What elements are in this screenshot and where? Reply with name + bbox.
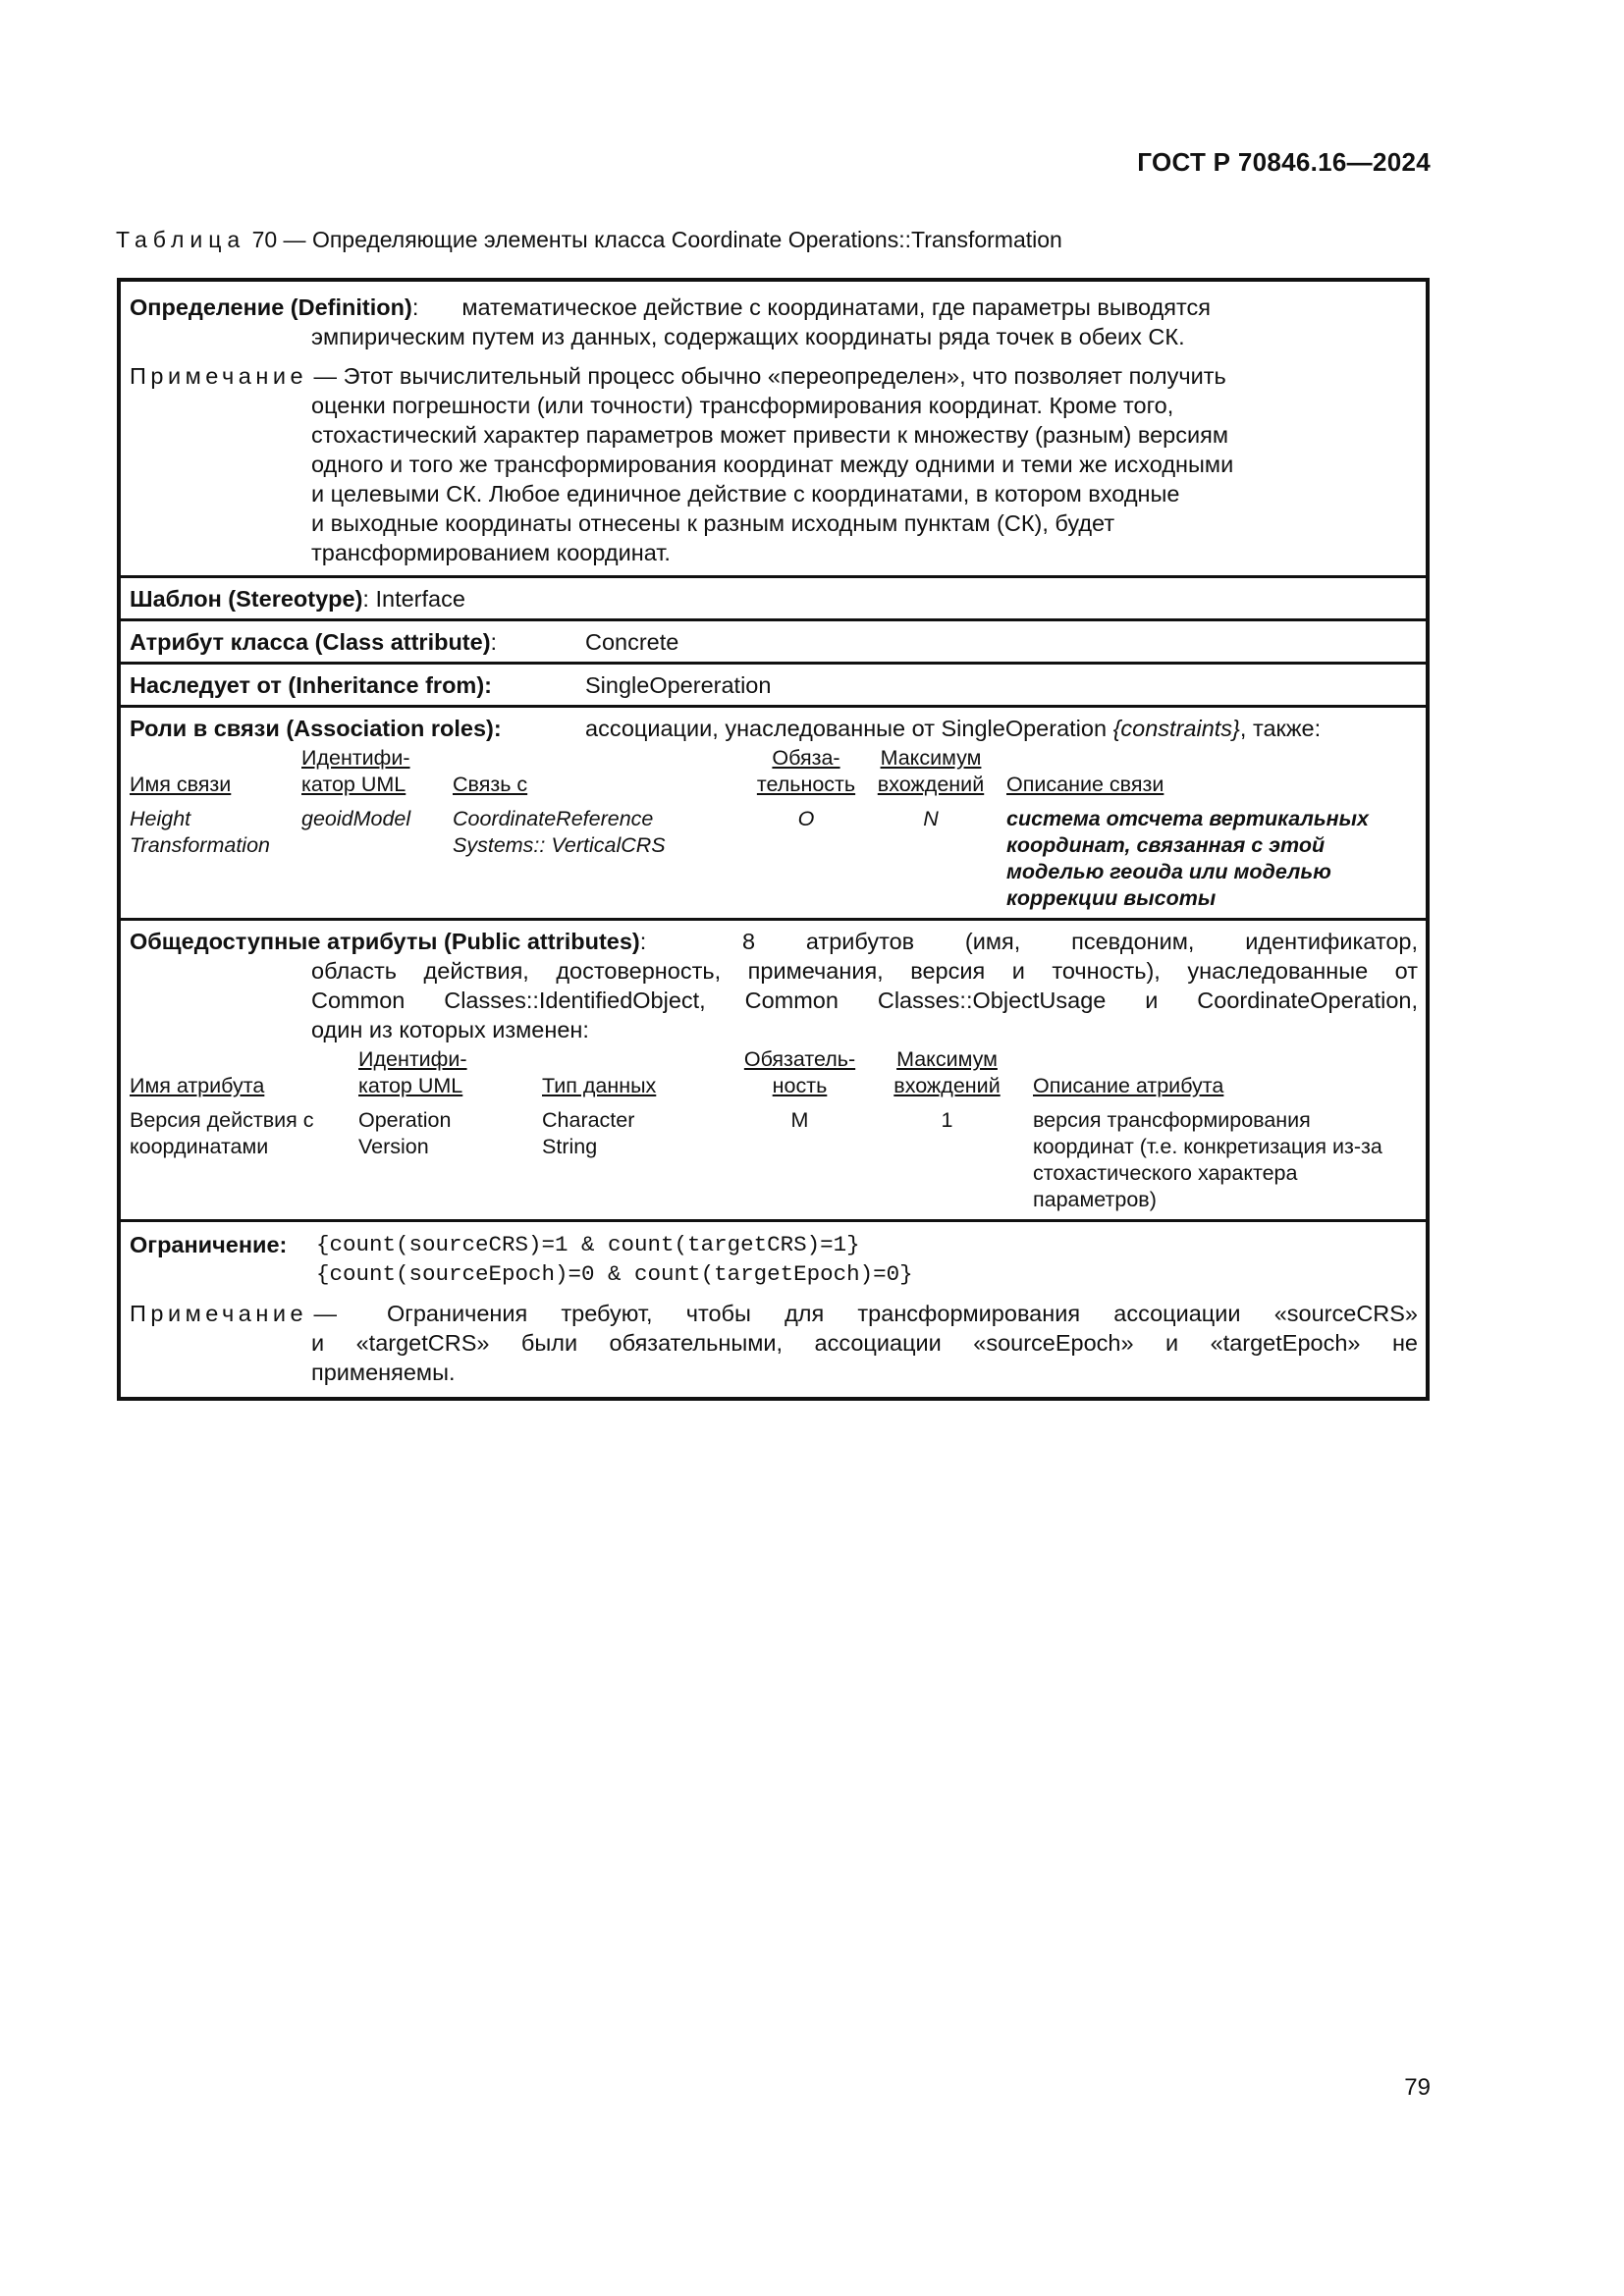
constraint-line1: {count(sourceCRS)=1 & count(targetCRS)=1} bbox=[316, 1232, 860, 1257]
class-attribute-value: Concrete bbox=[585, 629, 679, 655]
assoc-col-name: Имя связи bbox=[130, 773, 232, 796]
attr-col-max-1: Максимум bbox=[896, 1047, 998, 1071]
attr-cell-type-1: Character bbox=[542, 1108, 635, 1132]
attr-cell-max: 1 bbox=[941, 1108, 953, 1132]
association-value-pre: ассоциации, унаследованные от SingleOperation bbox=[585, 716, 1113, 741]
attr-cell-oblig: M bbox=[790, 1108, 809, 1132]
inheritance-row bbox=[119, 664, 1428, 707]
attr-cell-uml-2: Version bbox=[358, 1135, 429, 1158]
association-value-constraints: {constraints} bbox=[1112, 716, 1240, 741]
assoc-col-oblig-2: тельность bbox=[756, 773, 856, 796]
inheritance-label: Наследует от (Inheritance from): bbox=[130, 672, 492, 698]
association-label: Роли в связи (Association roles): bbox=[130, 716, 502, 741]
definition-block bbox=[130, 293, 1418, 351]
assoc-cell-name-1: Height bbox=[130, 807, 191, 830]
definition-text-line1: математическое действие с координатами, где параметры выводятся bbox=[461, 294, 1211, 320]
note1-line4: одного и того же трансформирования координат между одними и теми же исходными bbox=[311, 452, 1234, 477]
note1-line1: Этот вычислительный процесс обычно «переопределен», что позволяет получить bbox=[343, 363, 1226, 389]
stereotype-label: Шаблон (Stereotype) bbox=[130, 586, 363, 612]
attr-cell-desc-3: стохастического характера bbox=[1033, 1161, 1298, 1185]
definition-label: Определение (Definition) bbox=[130, 294, 412, 320]
class-attribute-row bbox=[119, 620, 1428, 664]
note1-line6: и выходные координаты отнесены к разным исходным пунктам (СК), будет bbox=[311, 510, 1115, 536]
assoc-col-link: Связь с bbox=[453, 773, 528, 796]
stereotype-value: : Interface bbox=[362, 586, 465, 612]
note2-line3: применяемы. bbox=[311, 1360, 456, 1385]
public-attributes-line2: область действия, достоверность, примечания, версия и точность), унаследованные от bbox=[311, 958, 1418, 984]
attr-col-oblig-2: ность bbox=[772, 1074, 828, 1097]
assoc-col-oblig-1: Обяза- bbox=[772, 746, 840, 770]
association-row bbox=[119, 707, 1428, 920]
attr-col-uml-2: катор UML bbox=[358, 1074, 463, 1097]
assoc-col-uml-1: Идентифи- bbox=[301, 746, 410, 770]
definition-text-line2: эмпирическим путем из данных, содержащих координаты ряда точек в обеих СК. bbox=[311, 324, 1185, 349]
class-attribute-colon: : bbox=[490, 629, 498, 655]
attr-col-desc: Описание атрибута bbox=[1033, 1074, 1224, 1097]
constraint-row bbox=[119, 1221, 1428, 1400]
note2-line2: и «targetCRS» были обязательными, ассоциации «sourceEpoch» и «targetEpoch» не bbox=[311, 1330, 1418, 1356]
constraint-label: Ограничение: bbox=[130, 1232, 288, 1257]
attr-col-max-2: вхождений bbox=[893, 1074, 1001, 1097]
attr-col-uml-1: Идентифи- bbox=[358, 1047, 467, 1071]
public-attributes-text bbox=[130, 927, 1418, 1044]
definition-table bbox=[117, 278, 1430, 1401]
constraint-line2: {count(sourceEpoch)=0 & count(targetEpoch)=0} bbox=[316, 1261, 913, 1287]
note2-label: Примечание bbox=[130, 1301, 308, 1326]
attr-cell-type-2: String bbox=[542, 1135, 598, 1158]
table-row bbox=[130, 798, 1418, 912]
note1-label: Примечание bbox=[130, 363, 308, 389]
public-attributes-label: Общедоступные атрибуты (Public attributes) bbox=[130, 929, 640, 954]
association-value-post: , также: bbox=[1239, 716, 1322, 741]
assoc-col-max-2: вхождений bbox=[877, 773, 985, 796]
attributes-header-row bbox=[130, 1046, 1418, 1099]
table-caption bbox=[116, 227, 1062, 253]
public-attributes-line1: 8 атрибутов (имя, псевдоним, идентификатор, bbox=[742, 929, 1418, 954]
caption-text: 70 — Определяющие элементы класса Coordinate Operations::Transformation bbox=[245, 227, 1062, 252]
note2-dash: — bbox=[307, 1301, 338, 1326]
note2-block bbox=[130, 1299, 1418, 1387]
public-attributes-row bbox=[119, 920, 1428, 1221]
page-number: 79 bbox=[1404, 2074, 1431, 2101]
assoc-cell-link-1: CoordinateReference bbox=[453, 807, 654, 830]
document-code: ГОСТ Р 70846.16—2024 bbox=[1137, 147, 1431, 177]
note1-dash: — bbox=[307, 363, 344, 389]
assoc-cell-link-2: Systems:: VerticalCRS bbox=[453, 833, 666, 857]
attr-cell-desc-1: версия трансформирования bbox=[1033, 1108, 1311, 1132]
assoc-cell-desc-1: система отсчета вертикальных bbox=[1006, 807, 1369, 830]
note1-line3: стохастический характер параметров может привести к множеству (разным) версиям bbox=[311, 422, 1228, 448]
public-attributes-line4: один из которых изменен: bbox=[311, 1017, 589, 1042]
stereotype-row bbox=[119, 577, 1428, 620]
assoc-col-desc: Описание связи bbox=[1006, 773, 1164, 796]
caption-prefix: Таблица bbox=[116, 227, 246, 252]
attr-cell-desc-2: координат (т.е. конкретизация из-за bbox=[1033, 1135, 1382, 1158]
public-attributes-table bbox=[130, 1046, 1418, 1213]
table-row bbox=[130, 1099, 1418, 1213]
note1-line5: и целевыми СК. Любое единичное действие с координатами, в котором входные bbox=[311, 481, 1180, 507]
public-attributes-colon: : bbox=[639, 929, 647, 954]
association-heading bbox=[130, 714, 1418, 743]
assoc-cell-desc-4: коррекции высоты bbox=[1006, 886, 1217, 910]
association-roles-table bbox=[130, 745, 1418, 912]
attr-col-type: Тип данных bbox=[542, 1074, 657, 1097]
class-attribute-label: Атрибут класса (Class attribute) bbox=[130, 629, 491, 655]
inheritance-value: SingleOpereration bbox=[585, 672, 772, 698]
public-attributes-line3: Common Classes::IdentifiedObject, Common Classes::ObjectUsage и CoordinateOperation, bbox=[311, 988, 1418, 1013]
assoc-cell-oblig: O bbox=[797, 807, 815, 830]
assoc-cell-name-2: Transformation bbox=[130, 833, 270, 857]
assoc-cell-desc-3: моделью геоида или моделью bbox=[1006, 860, 1331, 883]
attr-cell-uml-1: Operation bbox=[358, 1108, 452, 1132]
attr-col-oblig-1: Обязатель- bbox=[743, 1047, 856, 1071]
note2-line1: Ограничения требуют, чтобы для трансформирования ассоциации «sourceCRS» bbox=[387, 1301, 1418, 1326]
assoc-cell-max: N bbox=[923, 807, 939, 830]
association-header-row bbox=[130, 745, 1418, 798]
constraint-block bbox=[130, 1230, 1418, 1289]
note1-block bbox=[130, 361, 1418, 567]
assoc-col-uml-2: катор UML bbox=[301, 773, 406, 796]
note1-line7: трансформированием координат. bbox=[311, 540, 671, 565]
attr-cell-desc-4: параметров) bbox=[1033, 1188, 1157, 1211]
attr-cell-name-2: координатами bbox=[130, 1135, 269, 1158]
attr-cell-name-1: Версия действия с bbox=[130, 1108, 314, 1132]
definition-colon: : bbox=[411, 294, 419, 320]
assoc-col-max-1: Максимум bbox=[880, 746, 982, 770]
attr-col-name: Имя атрибута bbox=[130, 1074, 265, 1097]
note1-line2: оценки погрешности (или точности) трансформирования координат. Кроме того, bbox=[311, 393, 1174, 418]
definition-row bbox=[119, 280, 1428, 577]
assoc-cell-desc-2: координат, связанная с этой bbox=[1006, 833, 1326, 857]
assoc-cell-uml: geoidModel bbox=[301, 807, 411, 830]
